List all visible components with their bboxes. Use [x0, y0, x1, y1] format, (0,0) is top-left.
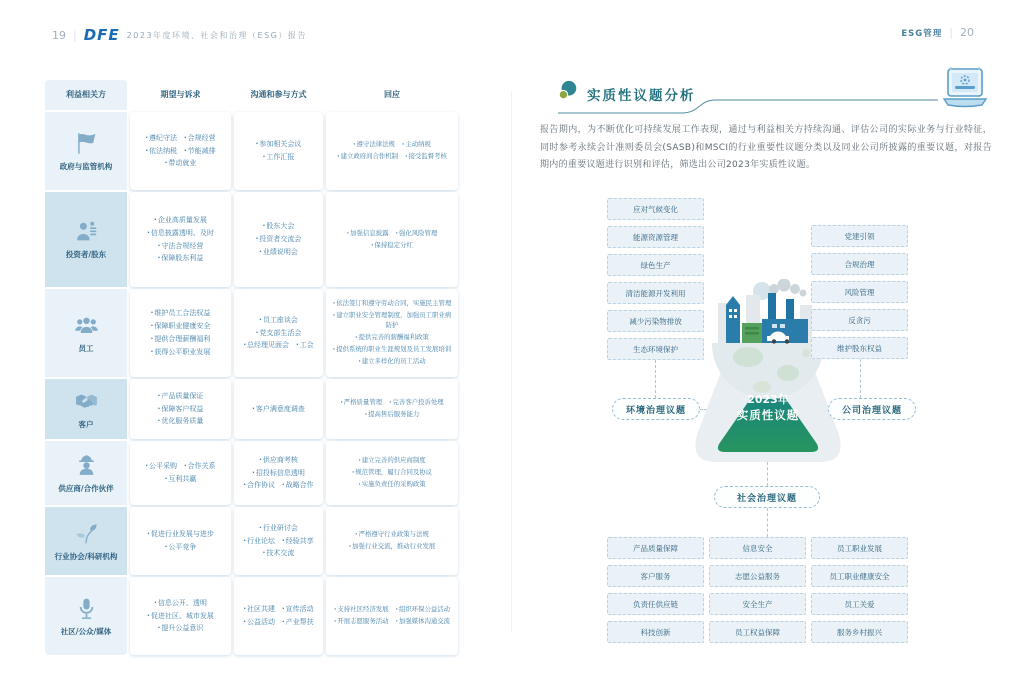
- governance-category-text: 公司治理议题: [841, 405, 902, 416]
- expectations-cell: [130, 441, 231, 505]
- bullet-item: · 提高售后服务能力: [365, 410, 420, 420]
- bullet-item: · 提供完善的薪酬福利政策: [355, 333, 429, 343]
- bullet-item: · 带动就业: [165, 158, 197, 169]
- stakeholder-table: [45, 80, 458, 657]
- bullet-item: · 互利共赢: [165, 474, 197, 485]
- bullet-item: · 招投标信息透明: [252, 468, 305, 479]
- social-issue-pill-text: 负责任供应链: [633, 599, 678, 609]
- table-row: [45, 379, 458, 439]
- environment-issue-pill: [607, 310, 704, 332]
- stakeholder-label: 投资者/股东: [65, 250, 107, 259]
- section-underline-curve: [556, 96, 940, 118]
- social-issue-pill-text: 客户服务: [640, 571, 671, 581]
- company-logo: DFE: [83, 26, 120, 44]
- investor-icon: [74, 219, 99, 244]
- social-issue-pill: [607, 593, 704, 615]
- right-page-header: [901, 26, 974, 39]
- table-row: [45, 192, 458, 287]
- bullet-item: · 建立职业安全管理制度，加强员工职业病防护: [332, 311, 452, 331]
- bullet-item: · 守法合规经营: [158, 241, 204, 252]
- table-row: [45, 577, 458, 655]
- bullet-item: · 员工座谈会: [259, 315, 298, 326]
- handshake-icon: [74, 389, 99, 414]
- table-row: [45, 289, 458, 377]
- social-issue-pill: [607, 537, 704, 559]
- bullet-item: · 建立完善的供应商制度: [358, 456, 425, 466]
- bullet-item: · 公平采购: [145, 461, 177, 472]
- social-issues-grid: [607, 537, 908, 643]
- bullet-item: · 参加相关会议: [256, 139, 302, 150]
- right-page-number: 20: [960, 26, 974, 39]
- bullet-item: · 社区共建: [243, 604, 275, 615]
- social-issue-pill-text: 员工职业发展: [837, 543, 882, 553]
- bullet-item: · 总经理见面会: [243, 340, 289, 351]
- bullet-item: · 强化风险管理: [396, 229, 438, 239]
- communication-cell: [234, 577, 323, 655]
- communication-cell: [234, 507, 323, 575]
- stakeholder-label: 行业协会/科研机构: [54, 551, 118, 561]
- environment-issue-pill-text: 减少污染物排放: [629, 316, 682, 326]
- governance-issue-pill: [811, 253, 908, 275]
- bullet-item: · 供应商考核: [259, 455, 298, 466]
- bullet-item: · 经验共享: [282, 536, 314, 547]
- governance-issue-pill-text: 风险管理: [844, 287, 875, 297]
- environment-issue-pill: [607, 338, 704, 360]
- bullet-item: · 提供合理薪酬福利: [151, 334, 211, 345]
- bullet-item: · 促进行业发展与进步: [147, 529, 214, 540]
- bullet-item: · 接受监督考核: [405, 152, 447, 162]
- social-issue-pill: [709, 593, 806, 615]
- social-issue-pill-text: 员工权益保障: [735, 627, 780, 637]
- stakeholder-cell: [45, 192, 127, 287]
- bullet-item: · 建立政府间合作机制: [337, 152, 398, 162]
- social-category-text: 社会治理议题: [736, 493, 797, 504]
- bullet-item: · 保持稳定分红: [371, 241, 413, 251]
- communication-cell: [234, 379, 323, 439]
- social-issue-pill-text: 员工关爱: [844, 599, 875, 609]
- bullet-item: · 投资者交流会: [256, 234, 302, 245]
- responses-cell: [326, 379, 458, 439]
- worker-icon: [74, 453, 99, 478]
- environment-category-text: 环境治理议题: [625, 405, 686, 416]
- social-issue-pill: [811, 593, 908, 615]
- materiality-intro-paragraph: 报告期内，为不断优化可持续发展工作表现，通过与利益相关方持续沟通、评估公司的实际业务与行业特征，同时参考永续会计准则委员会(SASB)和MSCI的行业重要性议题分类以及同业公司所披露的重要议题，对报告期内的重要议题进行识别和评估，筛选出公司2023年实质性议题。: [540, 125, 992, 171]
- bullet-item: · 实施负责任的采购政策: [358, 480, 425, 490]
- expectations-cell: [130, 507, 231, 575]
- communication-cell: [234, 112, 323, 190]
- stakeholder-label: 员工: [78, 343, 94, 353]
- bullet-item: · 遵纪守法: [145, 133, 177, 144]
- funnel-label: [698, 393, 838, 423]
- social-issue-pill: [607, 621, 704, 643]
- social-issue-pill-text: 服务乡村振兴: [837, 627, 882, 637]
- communication-cell: [234, 192, 323, 287]
- social-category-label: [714, 486, 820, 508]
- stakeholder-cell: [45, 441, 127, 505]
- expectations-cell: [130, 112, 231, 190]
- bullet-item: · 业绩说明会: [259, 247, 298, 258]
- social-issue-pill-text: 安全生产: [742, 599, 773, 609]
- bullet-item: · 加强信息披露: [347, 229, 389, 239]
- bullet-item: · 促进社区、城市发展: [147, 611, 214, 622]
- expectations-cell: [130, 289, 231, 377]
- bullet-item: · 加强媒体沟通交流: [396, 617, 451, 627]
- social-issue-pill: [811, 565, 908, 587]
- stakeholder-label: 政府与监管机构: [59, 161, 113, 171]
- left-page-header: [52, 26, 307, 44]
- sprout-icon: [74, 521, 99, 546]
- bullet-item: · 工作汇报: [263, 152, 295, 163]
- social-issue-pill: [709, 537, 806, 559]
- bullet-item: · 合作关系: [184, 461, 216, 472]
- bullet-item: · 严格遵守行业政策与法规: [355, 530, 429, 540]
- table-body: [45, 112, 458, 655]
- responses-cell: [326, 192, 458, 287]
- bullet-item: · 党支部生活会: [256, 328, 302, 339]
- table-row: [45, 441, 458, 505]
- bullet-item: · 主动纳税: [402, 140, 431, 150]
- table-header-row: [45, 80, 458, 110]
- factory-city-illustration: [712, 279, 824, 345]
- bullet-item: · 企业高质量发展: [154, 215, 207, 226]
- governance-issue-pill-text: 党建引领: [844, 231, 875, 241]
- bullet-item: · 保障职业健康安全: [151, 321, 211, 332]
- environment-issue-pill: [607, 198, 704, 220]
- responses-cell: [326, 441, 458, 505]
- bullet-item: · 获得公平职业发展: [151, 347, 211, 358]
- section-title: 实质性议题分析: [587, 88, 696, 104]
- bullet-item: · 产品质量保证: [158, 391, 204, 402]
- expectations-cell: [130, 577, 231, 655]
- column-header: 利益相关方: [45, 80, 127, 110]
- bullet-item: · 保障股东利益: [158, 253, 204, 264]
- stakeholder-cell: [45, 112, 127, 190]
- environment-issue-pill-text: 清洁能源开发利用: [625, 288, 686, 298]
- environment-issue-pill-text: 能源资源管理: [633, 232, 678, 242]
- bullet-item: · 严格质量管理: [340, 398, 382, 408]
- page-gutter-line: [511, 92, 512, 632]
- bullet-item: · 组织环保公益活动: [396, 605, 451, 615]
- governance-issue-pill-text: 维护股东权益: [837, 343, 882, 353]
- stakeholder-label: 供应商/合作伙伴: [58, 483, 114, 493]
- expectations-cell: [130, 192, 231, 287]
- social-issue-pill-text: 志愿公益服务: [735, 571, 780, 581]
- responses-cell: [326, 577, 458, 655]
- bullet-item: · 加强行业交流，推动行业发展: [349, 542, 436, 552]
- stakeholder-cell: [45, 289, 127, 377]
- bullet-item: · 信息公开、透明: [154, 598, 207, 609]
- chapter-label: ESG管理: [901, 28, 943, 39]
- laptop-gear-icon: [941, 66, 989, 112]
- stakeholder-cell: [45, 507, 127, 575]
- environment-issue-pill-text: 生态环境保护: [633, 344, 678, 354]
- governance-issue-pill: [811, 281, 908, 303]
- environment-issues-column: [607, 198, 704, 360]
- bullet-item: · 开展志愿服务活动: [334, 617, 389, 627]
- table-row: [45, 112, 458, 190]
- bullet-item: · 宣传活动: [282, 604, 314, 615]
- social-issue-pill-text: 科技创新: [640, 627, 671, 637]
- bullet-item: · 合作协议: [243, 480, 275, 491]
- bullet-item: · 提供系统的职业生涯规划及员工发展培训: [333, 345, 451, 355]
- social-issue-pill: [811, 621, 908, 643]
- governance-issue-pill-text: 合规治理: [844, 259, 875, 269]
- table-row: [45, 507, 458, 575]
- bullet-item: · 提升公益意识: [158, 623, 204, 634]
- bullet-item: · 规范管理，履行合同及协议: [352, 468, 432, 478]
- stakeholder-label: 社区/公众/媒体: [60, 626, 112, 636]
- environment-issue-pill-text: 绿色生产: [640, 260, 671, 270]
- environment-issue-pill: [607, 282, 704, 304]
- stakeholder-cell: [45, 379, 127, 439]
- governance-issues-column: [811, 225, 908, 359]
- bullet-item: · 保障客户权益: [158, 404, 204, 415]
- header-divider: |: [949, 26, 953, 39]
- employees-icon: [74, 313, 99, 338]
- governance-issue-pill: [811, 309, 908, 331]
- social-issue-pill-text: 信息安全: [742, 543, 773, 553]
- governance-issue-pill: [811, 225, 908, 247]
- responses-cell: [326, 289, 458, 377]
- social-connector-bottom: [767, 508, 768, 537]
- bullet-item: · 战略合作: [282, 480, 314, 491]
- bullet-item: · 产业帮扶: [282, 617, 314, 628]
- social-issue-pill: [709, 621, 806, 643]
- bullet-item: · 公益活动: [243, 617, 275, 628]
- stakeholder-cell: [45, 577, 127, 655]
- column-header: 期望与诉求: [160, 90, 201, 99]
- bullet-item: · 维护员工合法权益: [151, 308, 211, 319]
- report-title: 2023年度环境、社会和治理（ESG）报告: [126, 30, 307, 40]
- environment-issue-pill-text: 应对气候变化: [633, 204, 678, 214]
- expectations-cell: [130, 379, 231, 439]
- bullet-item: · 公平竞争: [165, 542, 197, 553]
- column-header: 回应: [384, 90, 400, 99]
- social-issue-pill: [709, 565, 806, 587]
- governance-category-label: [828, 398, 916, 420]
- social-issue-pill: [607, 565, 704, 587]
- bullet-item: · 工会: [296, 340, 314, 351]
- governance-issue-pill-text: 反贪污: [848, 315, 871, 325]
- environment-issue-pill: [607, 254, 704, 276]
- bullet-item: · 股东大会: [263, 221, 295, 232]
- responses-cell: [326, 507, 458, 575]
- bullet-item: · 依法纳税: [145, 146, 177, 157]
- header-divider: |: [73, 28, 77, 42]
- bullet-item: · 遵守法律法规: [353, 140, 395, 150]
- bullet-item: · 完善客户投诉处理: [389, 398, 444, 408]
- bullet-item: · 客户满意度调查: [252, 404, 305, 415]
- bullet-item: · 节能减排: [184, 146, 216, 157]
- flag-icon: [74, 131, 99, 156]
- funnel-year: 2023年: [747, 393, 789, 406]
- environment-issue-pill: [607, 226, 704, 248]
- responses-cell: [326, 112, 458, 190]
- environment-category-label: [612, 398, 700, 420]
- bullet-item: · 行业论坛: [243, 536, 275, 547]
- funnel-title: 实质性议题: [736, 407, 800, 422]
- social-issue-pill: [811, 537, 908, 559]
- social-issue-pill-text: 员工职业健康安全: [829, 571, 890, 581]
- governance-issue-pill: [811, 337, 908, 359]
- mic-icon: [74, 596, 99, 621]
- column-header: 沟通和参与方式: [250, 90, 307, 99]
- bullet-item: · 技术交流: [263, 548, 295, 559]
- bullet-item: · 依法签订和遵守劳动合同，实施民主管理: [333, 299, 451, 309]
- bullet-item: · 优化服务质量: [158, 416, 204, 427]
- communication-cell: [234, 441, 323, 505]
- bullet-item: · 行业研讨会: [259, 523, 298, 534]
- bullet-item: · 信息披露透明、及时: [147, 228, 214, 239]
- left-page-number: 19: [52, 28, 66, 42]
- communication-cell: [234, 289, 323, 377]
- stakeholder-label: 客户: [78, 419, 94, 429]
- bullet-item: · 支持社区经济发展: [334, 605, 389, 615]
- social-issue-pill-text: 产品质量保障: [633, 543, 678, 553]
- bullet-item: · 合规经营: [184, 133, 216, 144]
- bullet-item: · 建立多样化的员工活动: [358, 357, 425, 367]
